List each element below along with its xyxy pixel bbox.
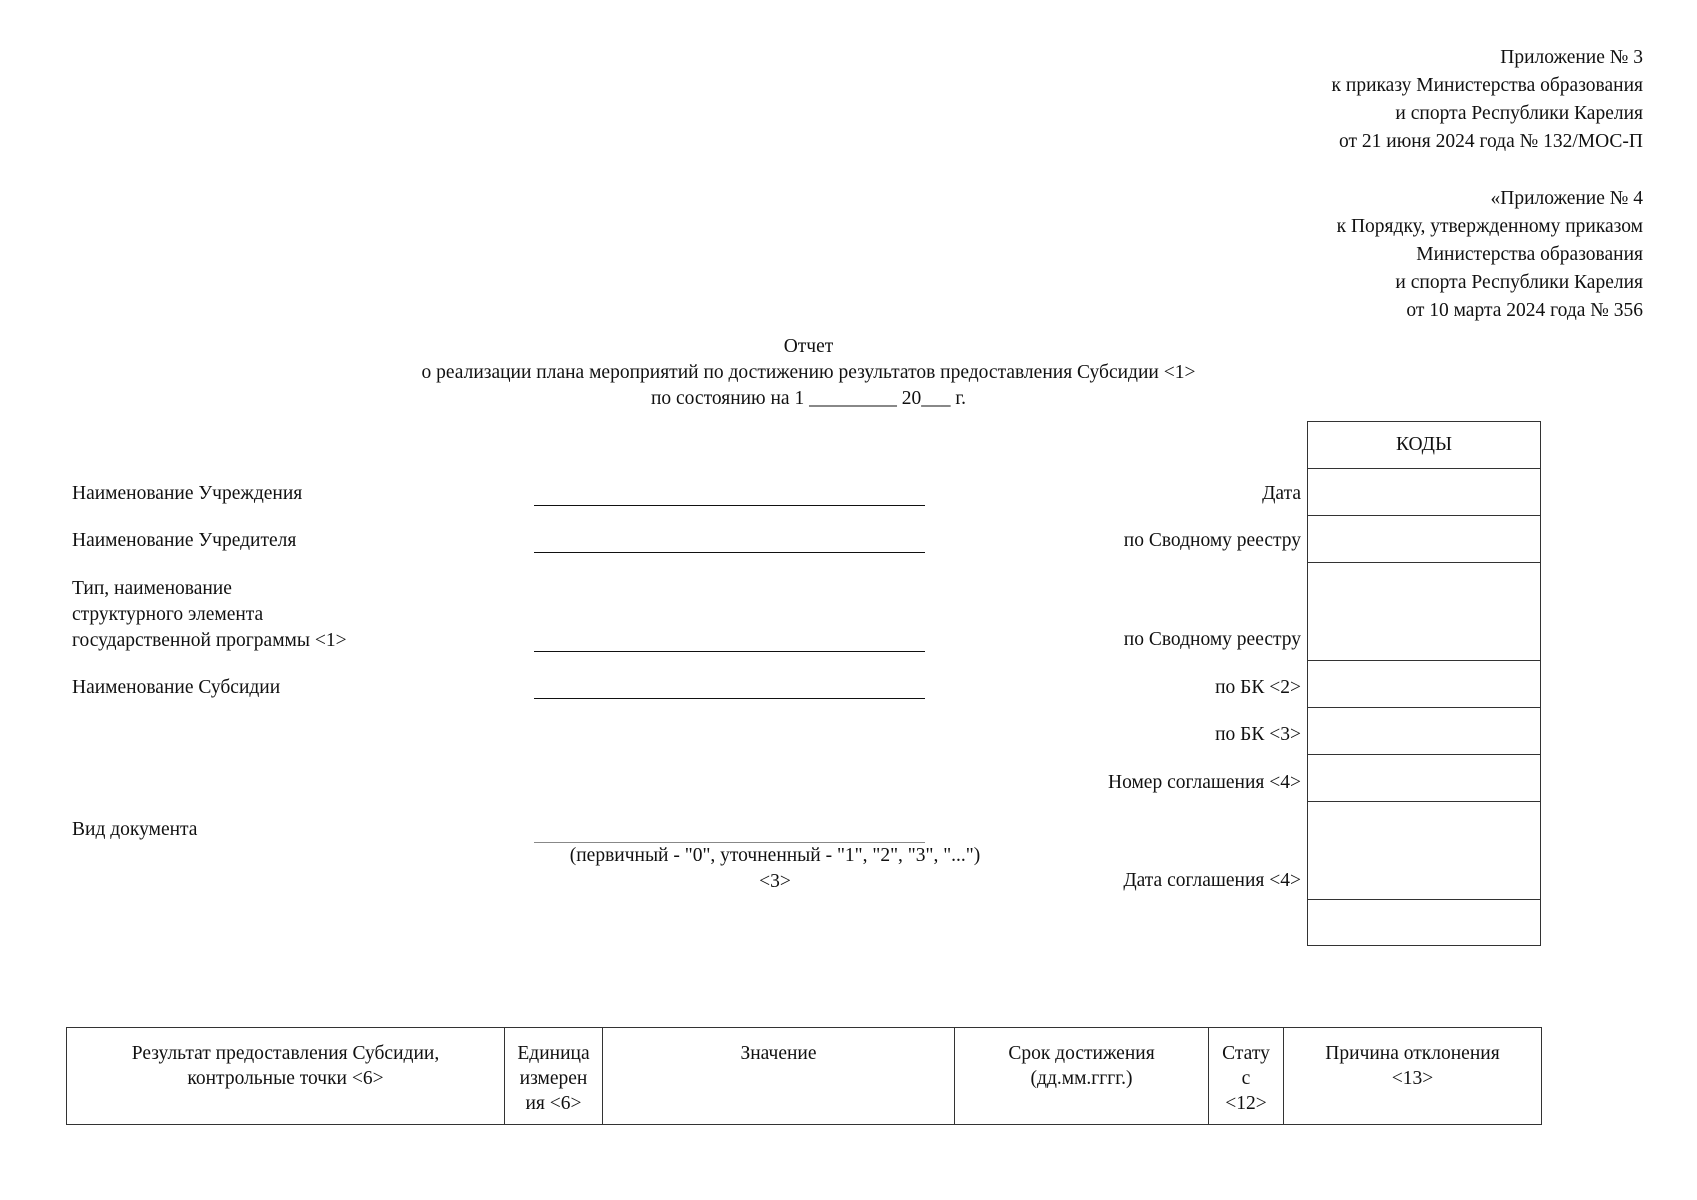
code-cell-agreement-number[interactable] [1308,755,1541,802]
code-label-agreement-number: Номер соглашения <4> [1107,772,1301,793]
code-cell-registry-2[interactable] [1308,563,1541,661]
column-header-status [1209,1028,1284,1125]
field-line-subsidy[interactable] [534,698,925,699]
report-title-line3: по состоянию на 1 _________ 20___ г. [650,388,967,409]
appendix-4-line: «Приложение № 4 [1490,188,1643,209]
appendix-4-line: и спорта Республики Карелия [1395,272,1643,293]
column-header-unit [505,1028,603,1125]
field-label-program-line: Тип, наименование [72,578,232,599]
column-header-line: Причина отклонения [1325,1043,1500,1064]
column-header-line: (дд.мм.гггг.) [1030,1068,1133,1089]
doc-type-hint-footnote: <3> [759,871,791,892]
code-label-bk-3: по БК <3> [1215,724,1301,745]
code-label-bk-2: по БК <2> [1215,677,1301,698]
field-line-program[interactable] [534,651,925,652]
column-header-line: Единица [517,1043,590,1064]
appendix-3-line: к приказу Министерства образования [1331,75,1643,96]
column-header-line: Стату [1222,1043,1270,1064]
field-line-institution[interactable] [534,505,925,506]
field-label-doc-type: Вид документа [72,819,198,840]
results-table-header-row [67,1028,1542,1125]
field-label-program-line: структурного элемента [72,604,264,625]
codes-header: КОДЫ [1308,422,1541,469]
field-line-founder[interactable] [534,552,925,553]
code-label-registry-1: по Сводному реестру [1123,530,1301,551]
appendix-3-line: от 21 июня 2024 года № 132/МОС-П [1339,131,1643,152]
appendix-3-line: и спорта Республики Карелия [1395,103,1643,124]
appendix-4-line: от 10 марта 2024 года № 356 [1406,300,1643,321]
code-cell-registry-1[interactable] [1308,516,1541,563]
column-header-result [67,1028,505,1125]
code-label-agreement-date: Дата соглашения <4> [1123,870,1301,891]
column-header-line: Значение [740,1043,817,1064]
column-header-line: Результат предоставления Субсидии, [131,1043,440,1064]
field-label-subsidy: Наименование Субсидии [72,677,281,698]
column-header-line: Срок достижения [1008,1043,1155,1064]
codes-table [1307,421,1541,946]
results-table [66,1027,1542,1125]
appendix-4-line: Министерства образования [1416,244,1643,265]
column-header-line: ия <6> [525,1093,582,1114]
appendix-3-header [1332,44,1643,156]
column-header-deadline [955,1028,1209,1125]
column-header-line: <12> [1225,1093,1267,1114]
report-title [0,334,1617,412]
code-cell-date[interactable] [1308,469,1541,516]
appendix-3-line: Приложение № 3 [1500,47,1643,68]
doc-type-hint-line: (первичный - "0", уточненный - "1", "2", "3", "...") [569,845,981,866]
report-title-line1: Отчет [783,336,834,357]
report-title-line2: о реализации плана мероприятий по достижению результатов предоставления Субсидии <1> [421,362,1196,383]
code-cell-bk-2[interactable] [1308,661,1541,708]
column-header-line: контрольные точки <6> [187,1068,384,1089]
code-label-registry-2: по Сводному реестру [1123,629,1301,650]
code-cell-bk-3[interactable] [1308,708,1541,755]
field-label-institution: Наименование Учреждения [72,483,303,504]
appendix-4-line: к Порядку, утвержденному приказом [1336,216,1643,237]
column-header-line: <13> [1391,1068,1434,1089]
column-header-line: с [1241,1068,1251,1089]
code-cell-extra[interactable] [1308,900,1541,946]
column-header-deviation-reason [1284,1028,1542,1125]
appendix-4-header [1337,185,1643,325]
column-header-line: измерен [519,1068,588,1089]
code-cell-agreement-date[interactable] [1308,802,1541,900]
doc-type-hint [500,843,1050,895]
field-label-founder: Наименование Учредителя [72,530,297,551]
field-label-program [72,576,347,654]
field-label-program-line: государственной программы <1> [72,630,347,651]
column-header-value [603,1028,955,1125]
code-label-date: Дата [1262,483,1301,504]
